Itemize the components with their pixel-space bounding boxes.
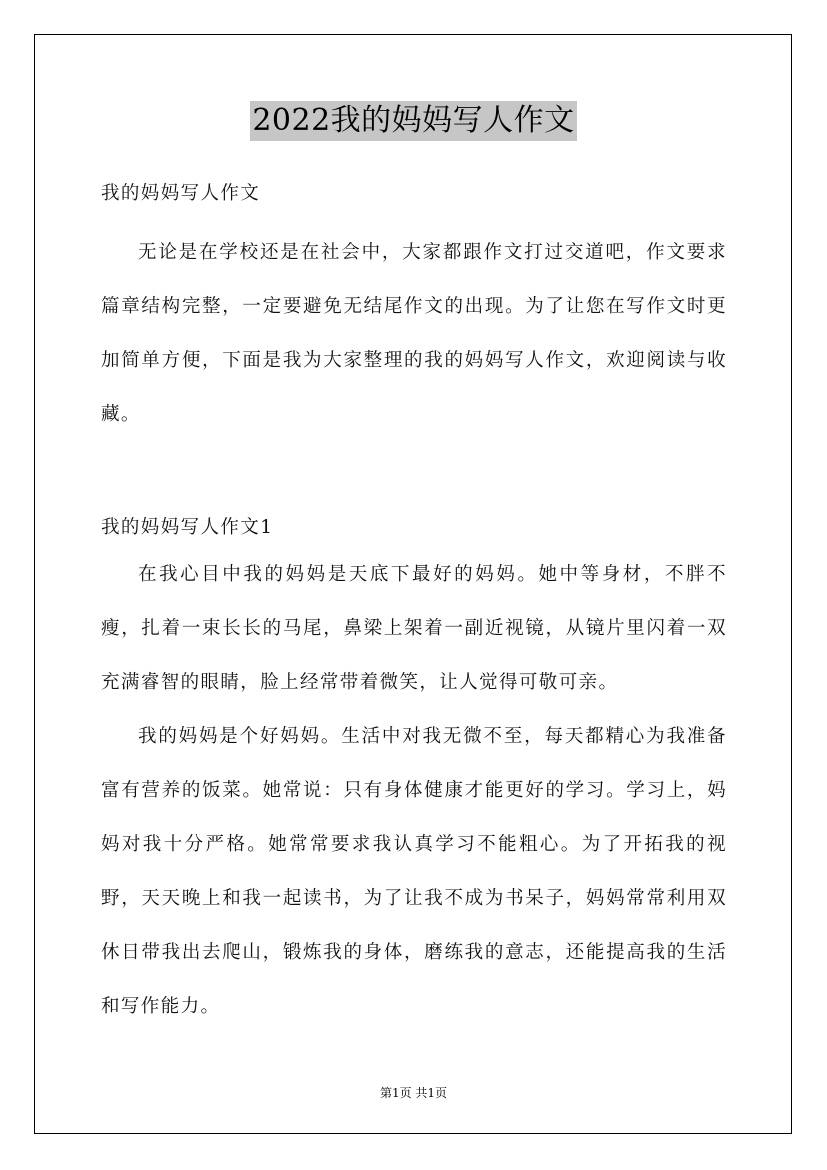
title-container [0, 101, 827, 141]
body-paragraph: 我的妈妈是个好妈妈。生活中对我无微不至，每天都精心为我准备富有营养的饭菜。她常说：只有身体健康才能更好的学习。学习上，妈妈对我十分严格。她常常要求我认真学习不能粗心。为了开拓我的视野，天天晚上和我一起读书，为了让我不成为书呆子，妈妈常常利用双休日带我出去爬山，锻炼我的身体，磨练我的意志，还能提高我的生活和写作能力。 [101, 726, 727, 1017]
section-spacer [101, 442, 727, 508]
document-title: 2022我的妈妈写人作文 [250, 101, 576, 141]
body-paragraph: 在我心目中我的妈妈是天底下最好的妈妈。她中等身材，不胖不瘦，扎着一束长长的马尾，鼻梁上架着一副近视镜，从镜片里闪着一双充满睿智的眼睛，脸上经常带着微笑，让人觉得可敬可亲。 [101, 564, 727, 693]
article-heading: 我的妈妈写人作文 [101, 183, 261, 204]
intro-paragraph: 无论是在学校还是在社会中，大家都跟作文打过交道吧，作文要求篇章结构完整，一定要避免无结尾作文的出现。为了让您在写作文时更加简单方便，下面是我为大家整理的我的妈妈写人作文，欢迎阅读与收藏。 [101, 242, 727, 425]
section-heading: 我的妈妈写人作文1 [101, 517, 274, 538]
page-number-footer: 第1页 共1页 [379, 1086, 448, 1100]
document-body [101, 174, 727, 1034]
